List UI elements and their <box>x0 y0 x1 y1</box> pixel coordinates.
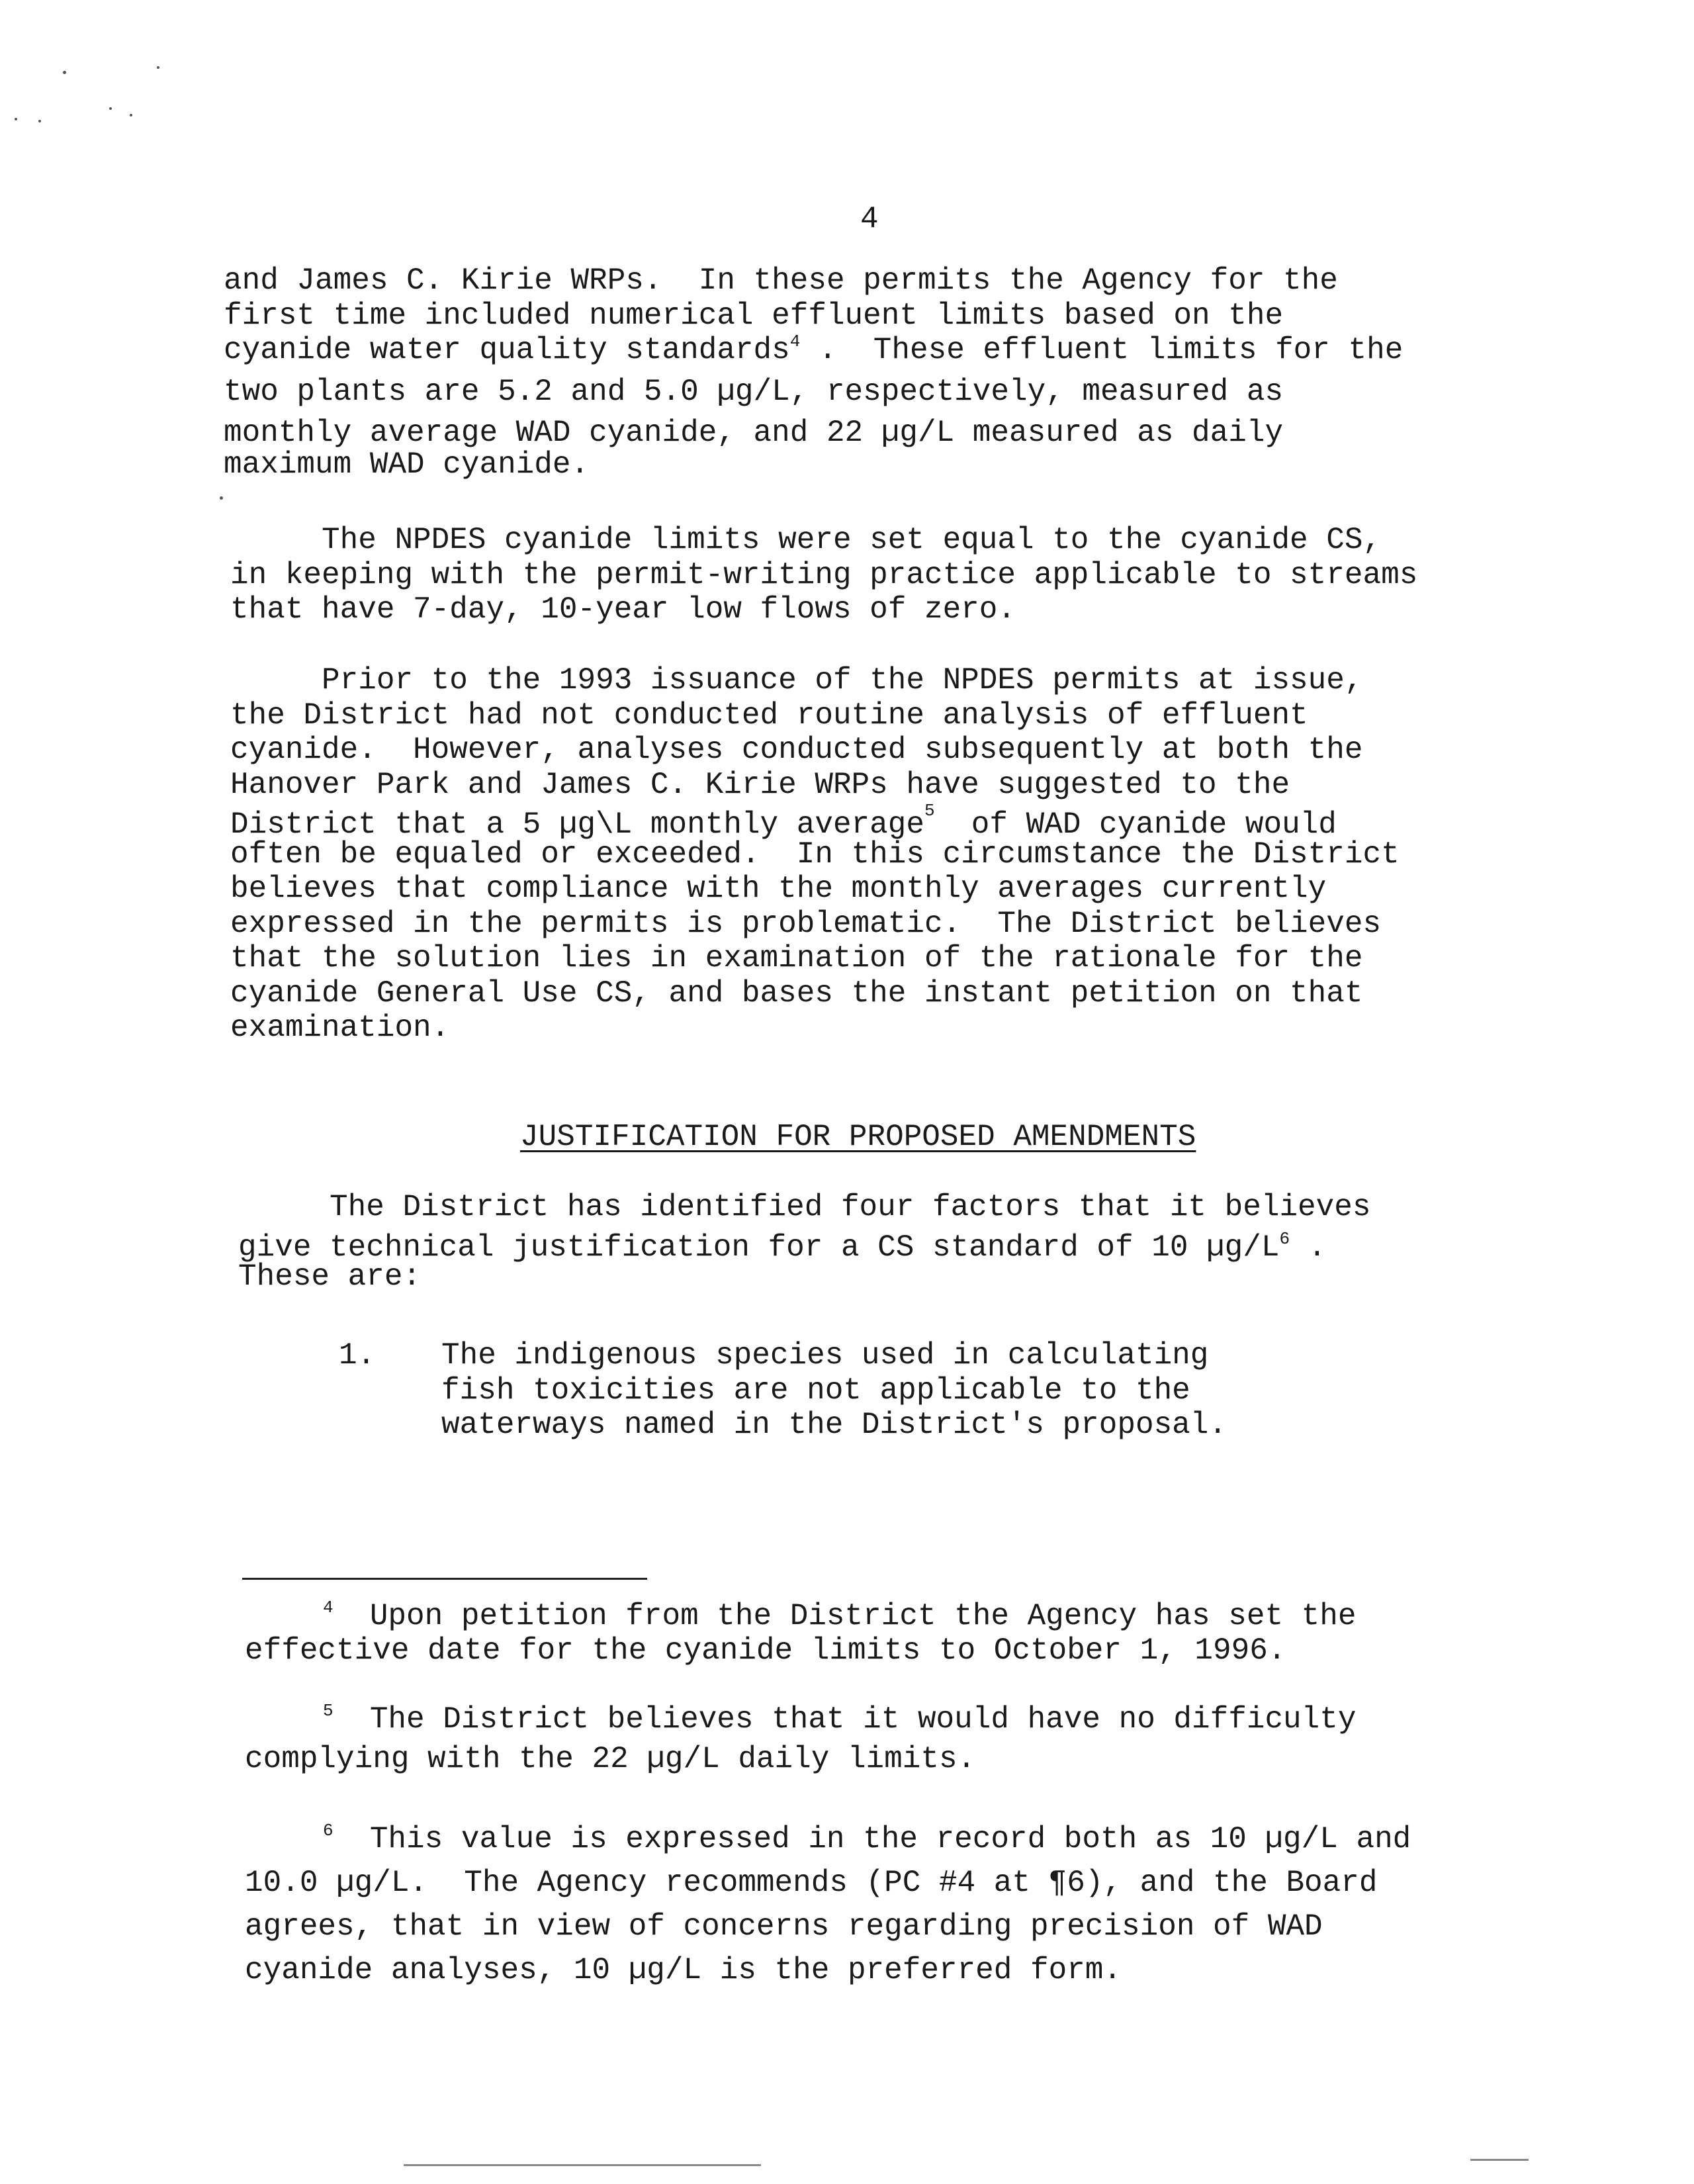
text-line: waterways named in the District's proposal. <box>441 1408 1227 1442</box>
text-line: two plants are 5.2 and 5.0 µg/L, respectively, measured as <box>224 374 1284 409</box>
text-line: fish toxicities are not applicable to the <box>441 1373 1190 1408</box>
text-line: The District believes that it would have no difficulty <box>333 1702 1357 1737</box>
text-line: Upon petition from the District the Agency has set the <box>333 1599 1357 1633</box>
footnote-ref: 4 <box>789 332 801 351</box>
text-line: complying with the 22 µg/L daily limits. <box>245 1742 976 1776</box>
scan-speck <box>220 496 223 500</box>
text-line: first time included numerical effluent limits based on the <box>224 298 1284 333</box>
scan-speck <box>15 118 17 120</box>
text-line: that the solution lies in examination of the rationale for the <box>230 941 1363 976</box>
paragraph-prior-issuance <box>230 663 1547 1046</box>
paragraph-permits <box>224 263 1540 482</box>
text-line: This value is expressed in the record both as 10 µg/L and <box>333 1822 1411 1856</box>
text-line: in keeping with the permit-writing practice applicable to streams <box>230 557 1418 592</box>
scan-artifact-line <box>404 2164 761 2166</box>
list-item-number: 1. <box>339 1338 376 1373</box>
text-line: Hanover Park and James C. Kirie WRPs have suggested to the <box>230 767 1290 802</box>
scan-speck <box>130 114 132 116</box>
list-item <box>441 1338 1227 1443</box>
footnote-mark: 4 <box>323 1598 334 1617</box>
scan-artifact-line <box>1470 2159 1529 2161</box>
text-line: The NPDES cyanide limits were set equal to the cyanide CS, <box>230 523 1382 557</box>
text-line: believes that compliance with the monthly averages currently <box>230 872 1327 906</box>
footnote-ref: 6 <box>1279 1228 1290 1249</box>
text-line: examination. <box>230 1011 450 1045</box>
page-number: 4 <box>860 202 879 236</box>
text-line: give technical justification for a CS standard of 10 µg/L <box>238 1230 1280 1265</box>
text-line: effective date for the cyanide limits to October 1, 1996. <box>245 1633 1286 1668</box>
section-heading: JUSTIFICATION FOR PROPOSED AMENDMENTS <box>520 1120 1196 1154</box>
text-line: District that a 5 µg\L monthly average <box>230 807 924 842</box>
text-line: The District has identified four factors that it believes <box>238 1190 1371 1224</box>
text-line: 10.0 µg/L. The Agency recommends (PC #4 at ¶6), and the Board <box>245 1866 1378 1900</box>
footnote-6 <box>245 1817 1548 1992</box>
scan-speck <box>109 107 112 110</box>
paragraph-four-factors <box>238 1190 1555 1295</box>
scan-speck <box>157 66 159 69</box>
text-line: the District had not conducted routine analysis of effluent <box>230 698 1308 733</box>
text-line: that have 7-day, 10-year low flows of zero. <box>230 592 1016 627</box>
footnote-4 <box>245 1596 1548 1676</box>
text-line: and James C. Kirie WRPs. In these permits the Agency for the <box>224 263 1338 298</box>
text-line: cyanide. However, analyses conducted subsequently at both the <box>230 733 1363 767</box>
text-line: cyanide General Use CS, and bases the instant petition on that <box>230 976 1363 1011</box>
text-line: maximum WAD cyanide. <box>224 447 590 482</box>
paragraph-npdes-limits <box>230 523 1547 627</box>
scan-speck <box>63 71 66 74</box>
footnote-mark: 5 <box>323 1701 334 1721</box>
text-line: cyanide water quality standards <box>224 333 790 367</box>
text-line-tail: . These effluent limits for the <box>800 333 1404 367</box>
text-line: The indigenous species used in calculating <box>441 1338 1209 1373</box>
scan-speck <box>38 120 41 122</box>
text-line: Prior to the 1993 issuance of the NPDES permits at issue, <box>230 663 1363 698</box>
text-line: agrees, that in view of concerns regarding precision of WAD <box>245 1909 1323 1944</box>
text-line-tail: of WAD cyanide would <box>934 807 1337 842</box>
footnote-separator <box>242 1578 647 1580</box>
text-line: often be equaled or exceeded. In this circumstance the District <box>230 837 1400 872</box>
text-line: expressed in the permits is problematic. The District believes <box>230 906 1382 941</box>
text-line: monthly average WAD cyanide, and 22 µg/L measured as daily <box>224 416 1284 450</box>
footnote-ref: 5 <box>924 801 935 821</box>
text-line-tail: . <box>1290 1230 1327 1265</box>
text-line: These are: <box>238 1259 422 1294</box>
text-line: cyanide analyses, 10 µg/L is the preferred form. <box>245 1953 1122 1987</box>
footnote-mark: 6 <box>323 1821 334 1841</box>
footnote-5 <box>245 1700 1548 1779</box>
